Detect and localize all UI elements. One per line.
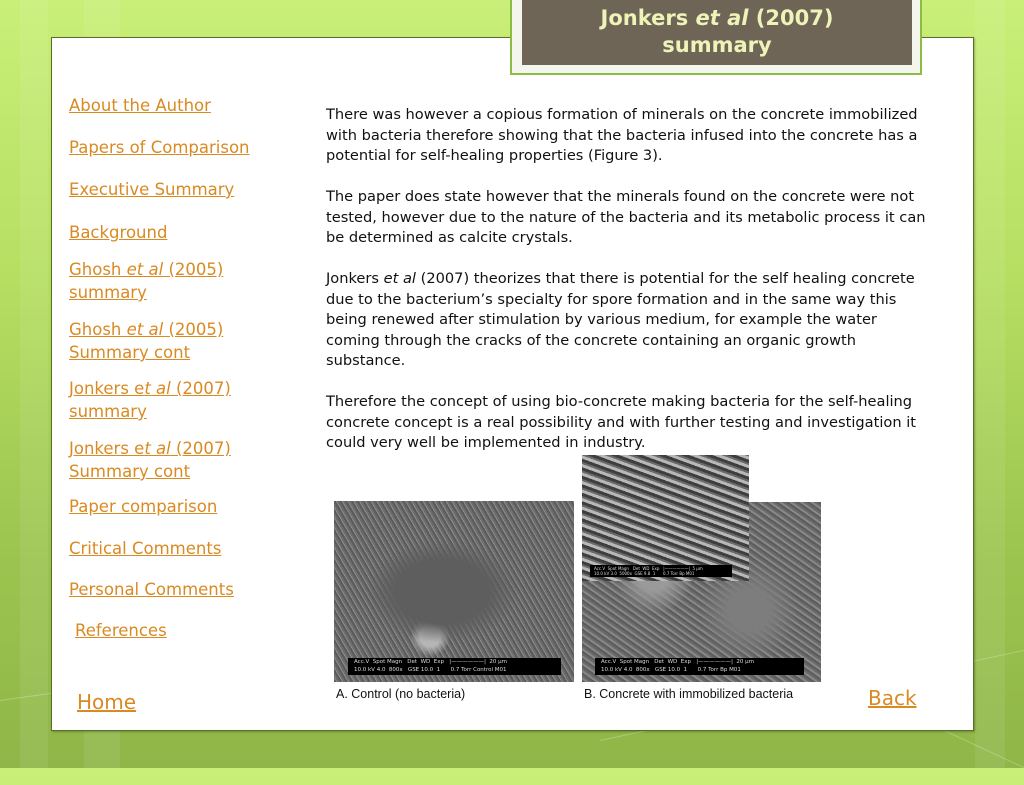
nav-link-papers-of-comparison[interactable]: Papers of Comparison — [69, 138, 250, 157]
link-italic: t al — [144, 439, 171, 458]
background-stripe — [20, 0, 48, 768]
slide-title-box — [510, 0, 922, 75]
link-text: Summary cont — [69, 343, 191, 362]
sem-info-line: Acc.V Spot Magn Det WD Exp |——————| 20 µm — [354, 659, 508, 665]
nav-link-references[interactable]: References — [75, 621, 167, 640]
link-text: Ghosh — [69, 320, 127, 339]
sem-image-bacteria-inset — [582, 455, 749, 581]
link-text: (2007) — [170, 379, 231, 398]
nav-link-jonkers-summary[interactable] — [69, 379, 231, 421]
figure-caption-a: A. Control (no bacteria) — [336, 687, 466, 701]
title-text: Jonkers — [600, 5, 696, 30]
link-text: Ghosh — [69, 260, 127, 279]
link-text: Summary cont — [69, 462, 191, 481]
sem-info-line: 10.0 kV 4.0 800x GSE 10.0 1 0.7 Torr Control M01 — [354, 666, 507, 673]
paragraph: There was however a copious formation of minerals on the concrete immobilized with bacteria therefore showing that the bacteria infused into the concrete has a potential for self-healing properties (Figure 3). — [326, 106, 918, 164]
title-line2: summary — [662, 32, 772, 57]
sem-info-bar — [348, 658, 561, 675]
nav-link-executive-summary[interactable]: Executive Summary — [69, 180, 235, 199]
summary-text — [326, 105, 926, 474]
home-link[interactable]: Home — [77, 690, 137, 714]
link-italic: et al — [126, 260, 164, 279]
sem-info-line: Acc.V Spot Magn Det WD Exp |——————| 5 µm — [594, 566, 703, 571]
link-italic: et al — [126, 320, 164, 339]
nav-link-about-the-author[interactable]: About the Author — [69, 96, 211, 115]
link-text: Jonkers e — [69, 379, 145, 398]
nav-link-ghosh-summary[interactable] — [69, 260, 223, 302]
back-link[interactable]: Back — [868, 686, 917, 710]
figure-caption-b: B. Concrete with immobilized bacteria — [584, 687, 794, 701]
paragraph-text: Jonkers — [326, 270, 384, 287]
title-italic: et al — [695, 5, 749, 30]
title-year: (2007) — [748, 5, 834, 30]
link-text: Jonkers e — [69, 439, 145, 458]
slide-title — [522, 0, 912, 65]
sem-info-bar — [595, 658, 804, 675]
sem-info-line: Acc.V Spot Magn Det WD Exp |——————| 20 µm — [601, 659, 755, 665]
link-text: (2005) — [163, 260, 224, 279]
link-text: summary — [69, 402, 147, 421]
nav-link-critical-comments[interactable]: Critical Comments — [69, 539, 222, 558]
sem-info-line: 10.0 kV 4.0 800x GSE 10.0 1 0.7 Torr Bp M01 — [601, 666, 741, 673]
sem-image-control — [334, 501, 574, 682]
sem-info-bar — [590, 565, 732, 577]
paragraph — [326, 269, 926, 372]
nav-link-ghosh-summary-cont[interactable] — [69, 320, 223, 362]
nav-link-background[interactable]: Background — [69, 223, 168, 242]
paragraph-italic: et al — [383, 270, 416, 287]
link-text: summary — [69, 283, 147, 302]
nav-link-jonkers-summary-cont[interactable] — [69, 439, 231, 481]
link-text: (2005) — [163, 320, 224, 339]
link-text: (2007) — [170, 439, 231, 458]
link-italic: t al — [144, 379, 171, 398]
background-stripe — [975, 0, 1005, 768]
paragraph: The paper does state however that the minerals found on the concrete were not tested, however due to the nature of the bacteria and its metabolic process it can be determined as calcite crystals. — [326, 188, 926, 246]
nav-link-personal-comments[interactable]: Personal Comments — [69, 580, 234, 599]
nav-link-paper-comparison[interactable]: Paper comparison — [69, 497, 218, 516]
paragraph: Therefore the concept of using bio-concrete making bacteria for the self-healing concrete concept is a real possibility and with further testing and investigation it could very well be implemented in industry. — [326, 393, 916, 451]
paragraph-text: (2007) theorizes that there is potential for the self healing concrete due to the bacterium’s specialty for spore formation and in the same way this being renewed after stimulation by various medium, for example the water coming through the cracks of the concrete containing an organic growth substance. — [326, 270, 915, 369]
sem-info-line: 10.0 kV 3.0 5000x GSE 9.8 1 0.7 Torr Bp M01 — [594, 571, 695, 576]
